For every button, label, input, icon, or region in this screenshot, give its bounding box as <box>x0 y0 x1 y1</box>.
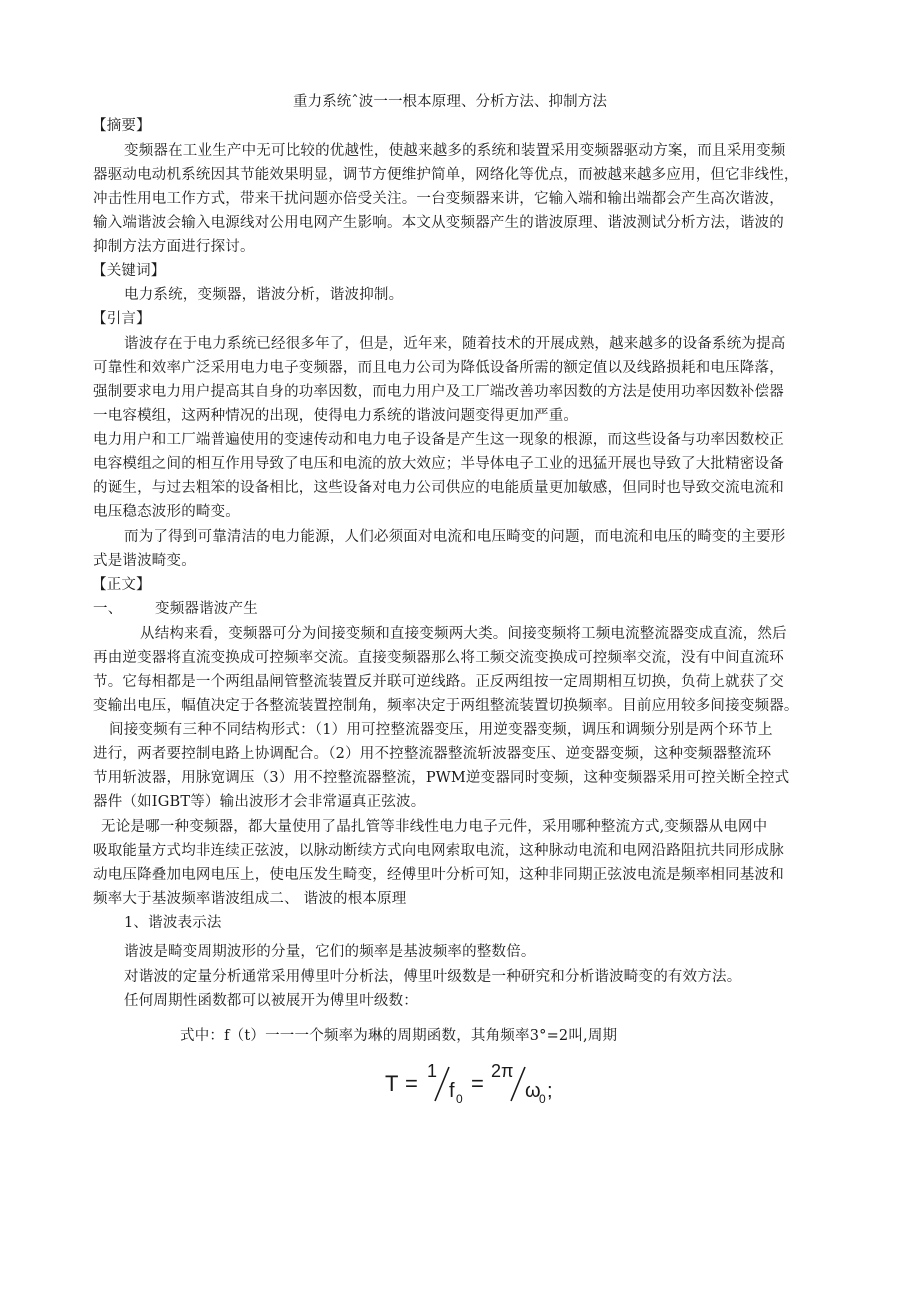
body-line: 节用斩波器，用脉宽调压（3）用不控整流器整流，PWM逆变器同时变频，这种变频器采用可控关断全控式 <box>93 770 790 786</box>
formula-equals-2: = <box>471 1071 484 1096</box>
body-line: 从结构来看，变频器可分为间接变频和直接变频两大类。间接变频将工频电流整流器变成直流，然后 <box>140 626 787 642</box>
formula-denominator-1: f <box>449 1080 455 1102</box>
formula-slash-1 <box>435 1067 449 1101</box>
abstract-line: 输入端谐波会输入电源线对公用电网产生影响。本文从变频器产生的谐波原理、谐波测试分析方法，谐波的 <box>93 215 784 231</box>
abstract-line: 变频器在工业生产中无可比较的优越性，使越来越多的系统和装置采用变频器驱动方案，而且采用变频 <box>124 143 786 159</box>
body-line: 任何周期性函数都可以被展开为傅里叶级数： <box>124 993 418 1009</box>
abstract-line: 冲击性用电工作方式，带来干扰问题亦倍受关注。一台变频器来讲，它输入端和输出端都会产生高次谐波， <box>93 191 784 207</box>
intro-line: 电力用户和工厂端普遍使用的变速传动和电力电子设备是产生这一现象的根源，而这些设备与功率因数校正 <box>93 432 784 448</box>
intro-line: 强制要求电力用户提高其自身的功率因数，而电力用户及工厂端改善功率因数的方法是使用功率因数补偿器 <box>93 384 784 400</box>
body-line: 谐波是畸变周期波形的分量，它们的频率是基波频率的整数倍。 <box>124 944 536 960</box>
formula-numerator-1: 1 <box>427 1061 438 1081</box>
document-title: 重力系统ˆ波一一根本原理、分析方法、抑制方法 <box>293 94 607 110</box>
formula-denominator-1-sub: 0 <box>456 1092 463 1106</box>
intro-line: 式是谐波畸变。 <box>93 553 196 569</box>
body-heading: 【正文】 <box>92 577 151 593</box>
intro-line: 电容模组之间的相互作用导致了电压和电流的放大效应；半导体电子工业的迅猛开展也导致了大批精密设备 <box>93 456 784 472</box>
body-line: 对谐波的定量分析通常采用傅里叶分析法，傅里叶级数是一种研究和分析谐波畸变的有效方法。 <box>124 969 742 985</box>
subsection-title: 1、谐波表示法 <box>124 915 222 931</box>
intro-line: 可靠性和效率广泛采用电力电子变频器，而且电力公司为降低设备所需的额定值以及线路损耗和电压降落， <box>93 360 784 376</box>
formula-description: 式中：f（t）一一一个频率为琳的周期函数，其角频率3°=2叫,周期 <box>180 1028 618 1044</box>
intro-line: 谐波存在于电力系统已经很多年了，但是，近年来，随着技术的开展成熟，越来越多的设备系统为提高 <box>124 336 786 352</box>
keywords-text: 电力系统，变频器，谐波分析，谐波抑制。 <box>124 287 404 303</box>
intro-line: 电压稳态波形的畸变。 <box>93 504 240 520</box>
body-line: 吸取能量方式均非连续正弦波，以脉动断续方式向电网索取电流，这种脉动电流和电网沿路阻抗共同形成脉 <box>93 843 784 859</box>
section-title: 变频器谐波产生 <box>155 601 258 617</box>
body-line: 再由逆变器将直流变换成可控频率交流。直接变频器那么将工频交流变换成可控频率交流，没有中间直流环 <box>93 650 784 666</box>
intro-line: 而为了得到可靠清洁的电力能源，人们必须面对电流和电压畸变的问题，而电流和电压的畸变的主要形 <box>124 529 786 545</box>
intro-line: 的诞生，与过去粗笨的设备相比，这些设备对电力公司供应的电能质量更加敏感，但同时也导致交流电流和 <box>93 480 784 496</box>
body-line: 器件（如IGBT等）输出波形才会非常逼真正弦波。 <box>93 794 426 810</box>
abstract-heading: 【摘要】 <box>92 118 151 134</box>
period-formula <box>383 1057 563 1107</box>
intro-heading: 【引言】 <box>92 311 151 327</box>
body-line: 变输出电压，幅值决定于各整流装置控制角，频率决定于两组整流装置切换频率。目前应用较多间接变频器。 <box>93 698 799 714</box>
abstract-line: 抑制方法方面进行探讨。 <box>93 239 255 255</box>
body-line: 频率大于基波频率谐波组成二、 谐波的根本原理 <box>93 891 407 907</box>
formula-end: ; <box>547 1080 553 1102</box>
formula-denominator-2: ω <box>525 1080 541 1102</box>
formula-numerator-2: 2π <box>491 1061 514 1081</box>
formula-denominator-2-sub: 0 <box>539 1092 546 1106</box>
body-line: 节。它每相都是一个两组晶闸管整流装置反并联可逆线路。正反两组按一定周期相互切换，负荷上就获了交 <box>93 674 784 690</box>
body-line: 进行，两者要控制电路上协调配合。（2）用不控整流器整流斩波器变压、逆变器变频，这种变频器整流环 <box>93 746 772 762</box>
formula-equals: = <box>405 1071 418 1096</box>
body-line: 动电压降叠加电网电压上，使电压发生畸变，经傅里叶分析可知，这种非同期正弦波电流是频率相同基波和 <box>93 867 784 883</box>
section-number: 一、 <box>93 601 123 617</box>
body-line: 无论是哪一种变频器，都大量使用了晶扎管等非线性电力电子元件，采用哪种整流方式,变频器从电网中 <box>101 819 768 835</box>
intro-line: 一电容模组，这两种情况的出现，使得电力系统的谐波问题变得更加严重。 <box>93 408 579 424</box>
body-line: 间接变频有三种不同结构形式：（1）用可控整流器变压，用逆变器变频，调压和调频分别是两个环节上 <box>109 722 773 738</box>
abstract-line: 器驱动电动机系统因其节能效果明显，调节方便维护简单，网络化等优点，而被越来越多应用，但它非线性， <box>93 167 799 183</box>
formula-lhs: T <box>385 1071 399 1096</box>
keywords-heading: 【关键词】 <box>92 263 166 279</box>
